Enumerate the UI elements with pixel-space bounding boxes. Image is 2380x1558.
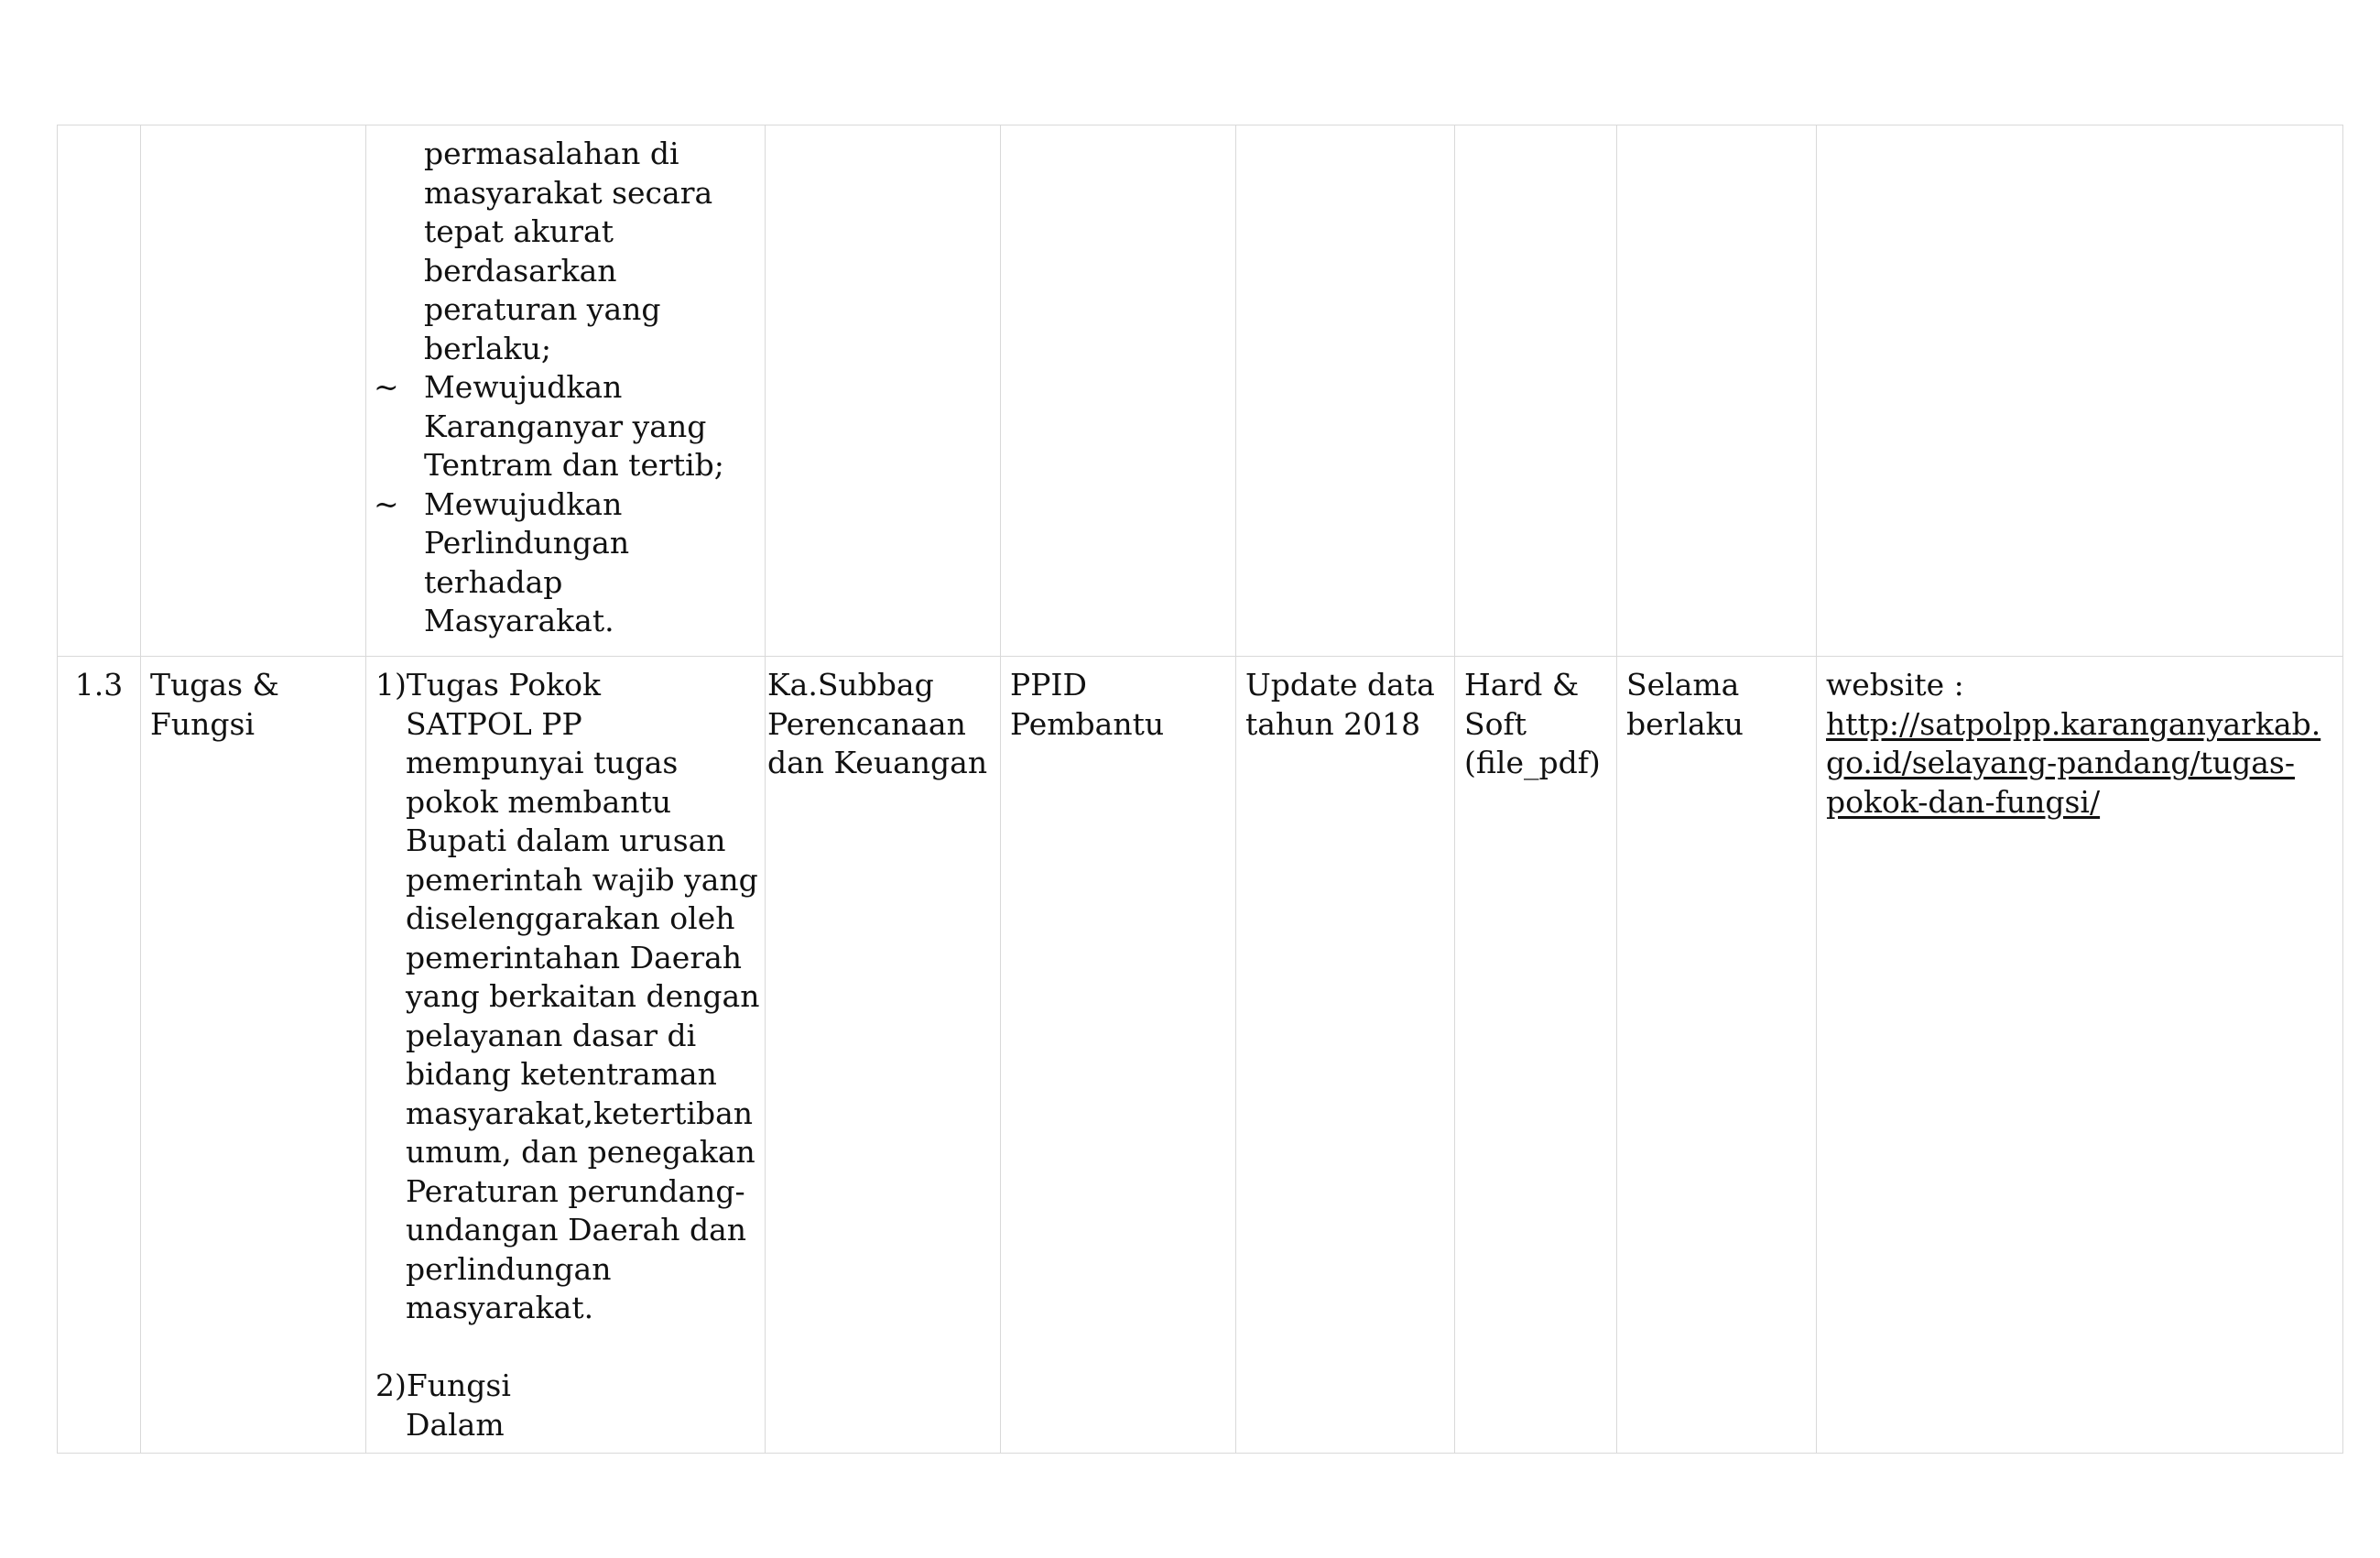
cell-format: [1455, 657, 1617, 1454]
item-marker: 1): [375, 667, 407, 703]
numbered-item: [375, 1367, 765, 1444]
responsible-line: Ka.Subbag: [767, 667, 934, 703]
summary-line: peraturan yang: [424, 291, 661, 327]
summary-list: [366, 125, 765, 641]
item-line: perlindungan: [406, 1250, 612, 1287]
item-line: Dalam: [406, 1406, 505, 1443]
bullet-line: Karanganyar yang: [424, 408, 707, 444]
ppid-line: PPID: [1010, 667, 1087, 703]
info-type-line: Tugas &: [150, 667, 279, 703]
numbered-item: [375, 666, 765, 1328]
item-line: undangan Daerah dan: [406, 1212, 747, 1247]
bullet-line: Tentram dan tertib;: [424, 447, 724, 483]
item-line: pokok membantu: [406, 783, 672, 820]
row-number: 1.3: [74, 667, 124, 703]
item-line: umum, dan penegakan: [406, 1134, 755, 1170]
paragraph-gap: [375, 1328, 765, 1367]
cell-format: [1455, 125, 1617, 657]
table-row-continuation: [58, 125, 2343, 657]
summary-line: tepat akurat: [424, 213, 614, 249]
item-line: SATPOL PP: [406, 705, 582, 742]
information-table: [57, 125, 2343, 1454]
cell-responsible: [766, 657, 1001, 1454]
cell-number: [58, 657, 141, 1454]
item-line: masyarakat,ketertiban: [406, 1095, 754, 1131]
cell-info-type: [141, 657, 366, 1454]
link-line[interactable]: http://satpolpp.karanganyarkab.: [1826, 705, 2321, 742]
item-line: diselenggarakan oleh: [406, 900, 735, 936]
bullet-line: Mewujudkan: [424, 485, 623, 522]
time-line: tahun 2018: [1245, 705, 1421, 742]
bullet-line: terhadap: [424, 563, 563, 600]
tilde-bullet-icon: ~: [374, 485, 399, 522]
item-marker: 2): [375, 1367, 407, 1403]
cell-summary: [366, 657, 766, 1454]
item-line: Peraturan perundang-: [406, 1172, 745, 1209]
cell-source: [1817, 125, 2343, 657]
time-line: Update data: [1245, 667, 1435, 703]
summary-line: permasalahan di: [424, 136, 679, 171]
cell-summary: [366, 125, 766, 657]
cell-number: [58, 125, 141, 657]
format-line: Hard &: [1464, 667, 1580, 703]
bullet-item: [374, 485, 765, 641]
duration-line: Selama: [1626, 667, 1740, 703]
summary-line: berlaku;: [424, 330, 552, 366]
item-line: Bupati dalam urusan: [406, 823, 726, 858]
cell-source: [1817, 657, 2343, 1454]
link-line[interactable]: go.id/selayang-pandang/tugas-: [1826, 745, 2295, 780]
bullet-line: Masyarakat.: [424, 603, 614, 638]
source-link[interactable]: [1826, 705, 2333, 823]
item-line: Tugas Pokok: [406, 667, 601, 703]
format-line: (file_pdf): [1464, 745, 1601, 780]
cell-ppid: [1001, 657, 1236, 1454]
item-line: pelayanan dasar di: [406, 1017, 697, 1053]
format-line: Soft: [1464, 705, 1527, 742]
ppid-line: Pembantu: [1010, 705, 1165, 742]
cell-time: [1236, 657, 1455, 1454]
tilde-bullet-icon: ~: [374, 369, 399, 405]
item-line: yang berkaitan dengan: [406, 978, 760, 1014]
item-line: pemerintahan Daerah: [406, 939, 743, 975]
cell-info-type: [141, 125, 366, 657]
responsible-line: dan Keuangan: [767, 745, 988, 780]
item-line: bidang ketentraman: [406, 1056, 717, 1092]
summary-numbered-list: [366, 657, 765, 1444]
item-line: masyarakat.: [406, 1290, 594, 1325]
cell-duration: [1617, 657, 1817, 1454]
summary-line: masyarakat secara: [424, 174, 713, 211]
item-line: pemerintah wajib yang: [406, 861, 758, 898]
summary-line: berdasarkan: [424, 252, 617, 289]
link-line[interactable]: pokok-dan-fungsi/: [1826, 783, 2101, 820]
duration-line: berlaku: [1626, 705, 1744, 742]
responsible-line: Perencanaan: [767, 705, 966, 742]
item-line: mempunyai tugas: [406, 745, 679, 780]
table-row-1-3: [58, 657, 2343, 1454]
cell-responsible: [766, 125, 1001, 657]
bullet-line: Mewujudkan: [424, 369, 623, 405]
item-line: Fungsi: [406, 1367, 511, 1403]
cell-time: [1236, 125, 1455, 657]
source-label: website :: [1826, 667, 1964, 703]
bullet-item: [374, 368, 765, 485]
cell-ppid: [1001, 125, 1236, 657]
cell-duration: [1617, 125, 1817, 657]
info-type-line: Fungsi: [150, 705, 255, 742]
bullet-line: Perlindungan: [424, 525, 630, 561]
